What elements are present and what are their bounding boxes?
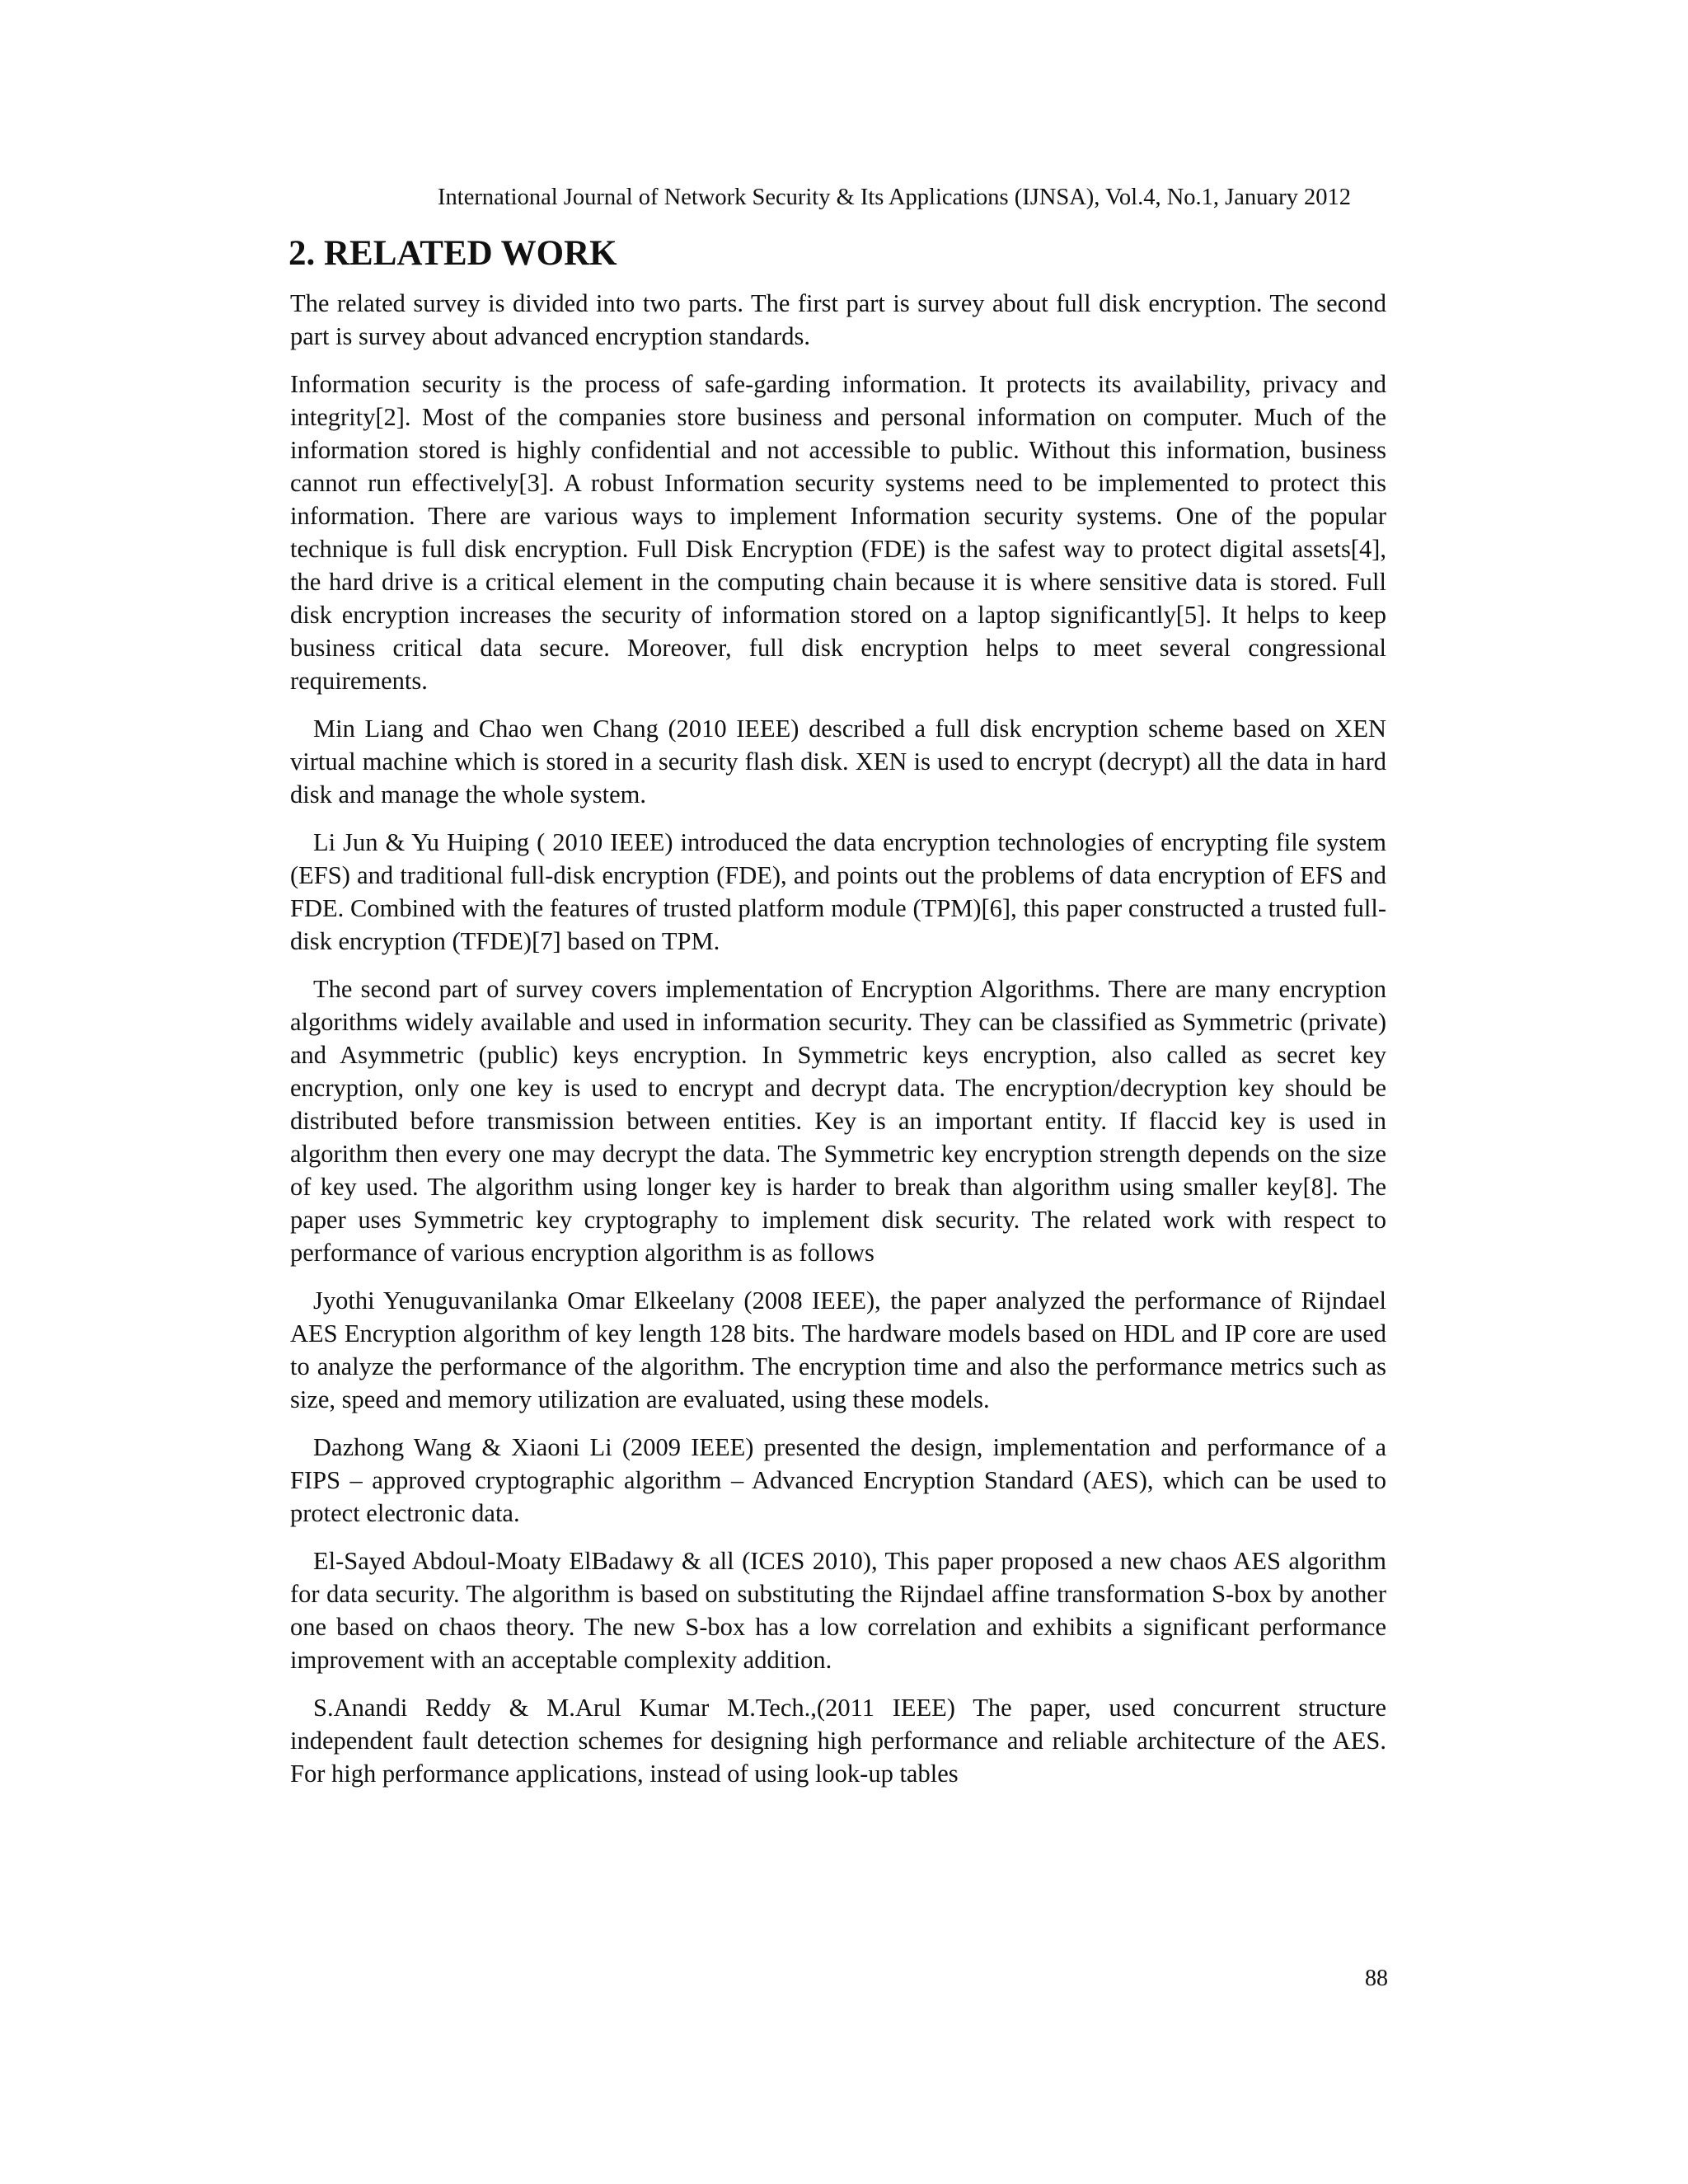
paragraph-encryption-algorithms: The second part of survey covers implementation of Encryption Algorithms. There are many encryption algorithms widely available and used in information security. They can be classified as Symmetric (private) and Asymmetric (public) keys encryption. In Symmetric keys encryption, also called as secret key encryption, only one key is used to encrypt and decrypt data. The encryption/decryption key should be distributed before transmission between entities. Key is an important entity. If flaccid key is used in algorithm then every one may decrypt the data. The Symmetric key encryption strength depends on the size of key used. The algorithm using longer key is harder to break than algorithm using smaller key[8]. The paper uses Symmetric key cryptography to implement disk security. The related work with respect to performance of various encryption algorithm is as follows <box>290 975 1386 1267</box>
paragraph-min-liang: Min Liang and Chao wen Chang (2010 IEEE) described a full disk encryption scheme based on XEN virtual machine which is stored in a security flash disk. XEN is used to encrypt (decrypt) all the data in hard disk and manage the whole system. <box>290 715 1386 808</box>
paragraph-jyothi: Jyothi Yenuguvanilanka Omar Elkeelany (2008 IEEE), the paper analyzed the performance of Rijndael AES Encryption algorithm of key length 128 bits. The hardware models based on HDL and IP core are used to analyze the performance of the algorithm. The encryption time and also the performance metrics such as size, speed and memory utilization are evaluated, using these models. <box>290 1286 1386 1413</box>
body-text <box>290 287 1386 1805</box>
page-number: 88 <box>1365 1966 1388 1991</box>
paragraph-information-security: Information security is the process of safe-garding information. It protects its availability, privacy and integrity[2]. Most of the companies store business and personal information on computer. Much of the information stored is highly confidential and not accessible to public. Without this information, business cannot run effectively[3]. A robust Information security systems need to be implemented to protect this information. There are various ways to implement Information security systems. One of the popular technique is full disk encryption. Full Disk Encryption (FDE) is the safest way to protect digital assets[4], the hard drive is a critical element in the computing chain because it is where sensitive data is stored. Full disk encryption increases the security of information stored on a laptop significantly[5]. It helps to keep business critical data secure. Moreover, full disk encryption helps to meet several congressional requirements. <box>290 370 1386 695</box>
paragraph-survey-intro: The related survey is divided into two parts. The first part is survey about full disk encryption. The second part is survey about advanced encryption standards. <box>290 289 1386 350</box>
paragraph-el-sayed: El-Sayed Abdoul-Moaty ElBadawy & all (ICES 2010), This paper proposed a new chaos AES algorithm for data security. The algorithm is based on substituting the Rijndael affine transformation S-box by another one based on chaos theory. The new S-box has a low correlation and exhibits a significant performance improvement with an acceptable complexity addition. <box>290 1547 1386 1674</box>
paragraph-li-jun: Li Jun & Yu Huiping ( 2010 IEEE) introduced the data encryption technologies of encrypting file system (EFS) and traditional full-disk encryption (FDE), and points out the problems of data encryption of EFS and FDE. Combined with the features of trusted platform module (TPM)[6], this paper constructed a trusted full-disk encryption (TFDE)[7] based on TPM. <box>290 828 1386 955</box>
paragraph-anandi-reddy: S.Anandi Reddy & M.Arul Kumar M.Tech.,(2011 IEEE) The paper, used concurrent structure independent fault detection schemes for designing high performance and reliable architecture of the AES. For high performance applications, instead of using look-up tables <box>290 1694 1386 1788</box>
paragraph-dazhong-wang: Dazhong Wang & Xiaoni Li (2009 IEEE) presented the design, implementation and performance of a FIPS – approved cryptographic algorithm – Advanced Encryption Standard (AES), which can be used to protect electronic data. <box>290 1433 1386 1527</box>
section-heading: 2. RELATED WORK <box>288 234 617 273</box>
running-header: International Journal of Network Security & Its Applications (IJNSA), Vol.4, No.1, January 2012 <box>438 185 1351 210</box>
